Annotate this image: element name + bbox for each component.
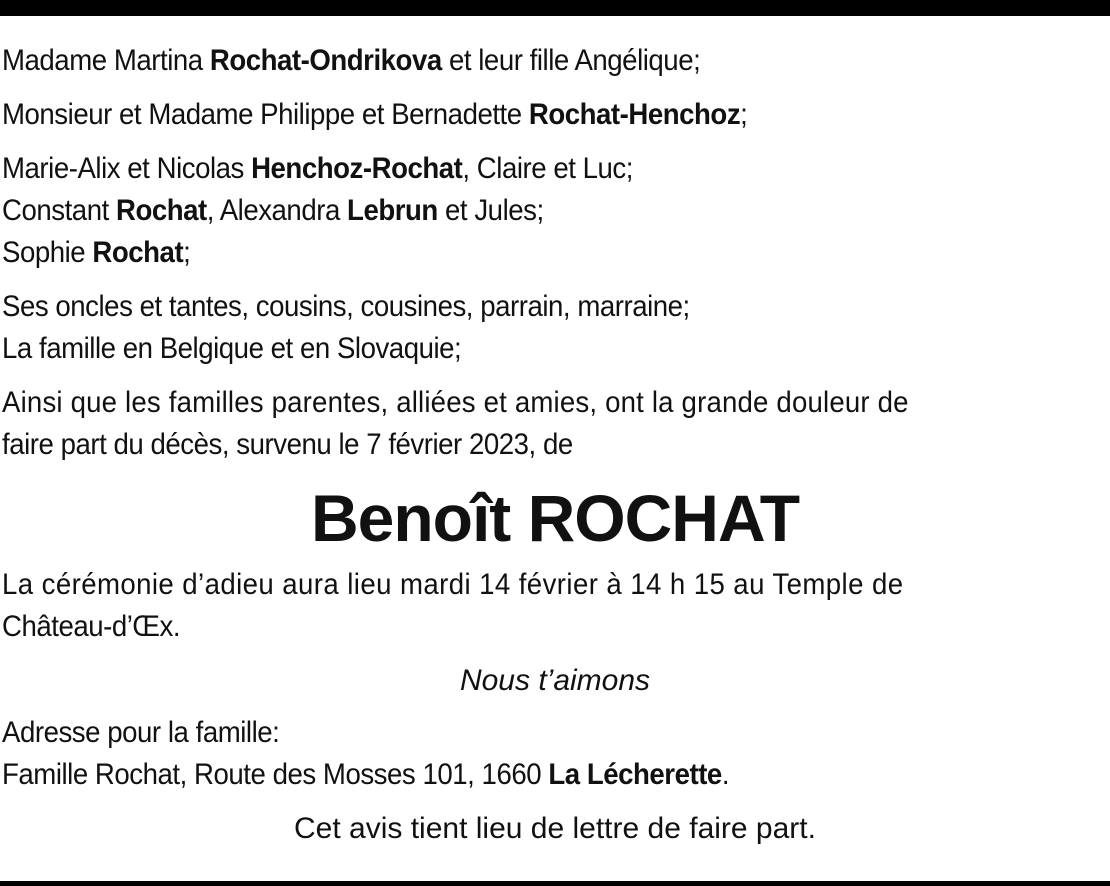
family-line-3	[2, 148, 1106, 190]
text: Constant	[2, 194, 117, 227]
bottom-rule	[0, 881, 1110, 886]
surname: Rochat-Henchoz	[528, 98, 741, 131]
text: Madame Martina	[2, 44, 210, 77]
surname: Henchoz-Rochat	[251, 152, 463, 185]
text: Monsieur et Madame Philippe et Bernadette	[2, 98, 529, 131]
locality: La Lécherette	[548, 758, 722, 791]
address-label: Adresse pour la famille:	[2, 716, 280, 749]
deceased-name: Benoît ROCHAT	[310, 481, 800, 555]
family-line-1	[2, 40, 1106, 82]
text: ;	[740, 98, 748, 131]
relatives-line-1: Ses oncles et tantes, cousins, cousines, parrain, marraine;	[2, 290, 690, 323]
announcement	[2, 382, 1106, 466]
text: , Alexandra	[206, 194, 348, 227]
ceremony-line-2: Château-d’Œx.	[2, 610, 181, 643]
announcement-line-1: Ainsi que les familles parentes, alliées et amies, ont la grande douleur de	[2, 386, 909, 419]
family-group-3	[2, 148, 1106, 274]
obituary-notice	[2, 40, 1108, 860]
surname: Rochat	[116, 194, 207, 227]
text: et leur fille Angélique;	[441, 44, 701, 77]
relatives-group	[2, 286, 1106, 370]
announcement-line-2: faire part du décès, survenu le 7 février 2023, de	[2, 428, 573, 461]
text: Famille Rochat, Route des Mosses 101, 1660	[2, 758, 549, 791]
text: ;	[183, 236, 191, 269]
family-line-2	[2, 94, 1106, 136]
surname: Lebrun	[347, 194, 438, 227]
surname: Rochat	[92, 236, 184, 269]
top-rule	[0, 0, 1110, 16]
ceremony-info	[2, 564, 1106, 648]
family-address	[2, 712, 1106, 796]
text: Marie-Alix et Nicolas	[2, 152, 252, 185]
ceremony-line-1: La cérémonie d’adieu aura lieu mardi 14 février à 14 h 15 au Temple de	[2, 568, 904, 601]
motto: Nous t’aimons	[459, 664, 651, 697]
surname: Rochat-Ondrikova	[209, 44, 442, 77]
text: Sophie	[2, 236, 93, 269]
relatives-line-2: La famille en Belgique et en Slovaquie;	[2, 332, 462, 365]
footer-note: Cet avis tient lieu de lettre de faire part.	[294, 812, 816, 845]
family-line-5	[2, 232, 1106, 274]
family-line-4	[2, 190, 1106, 232]
text: et Jules;	[437, 194, 544, 227]
text: .	[721, 758, 730, 791]
address-line	[2, 754, 1106, 796]
text: , Claire et Luc;	[462, 152, 633, 185]
